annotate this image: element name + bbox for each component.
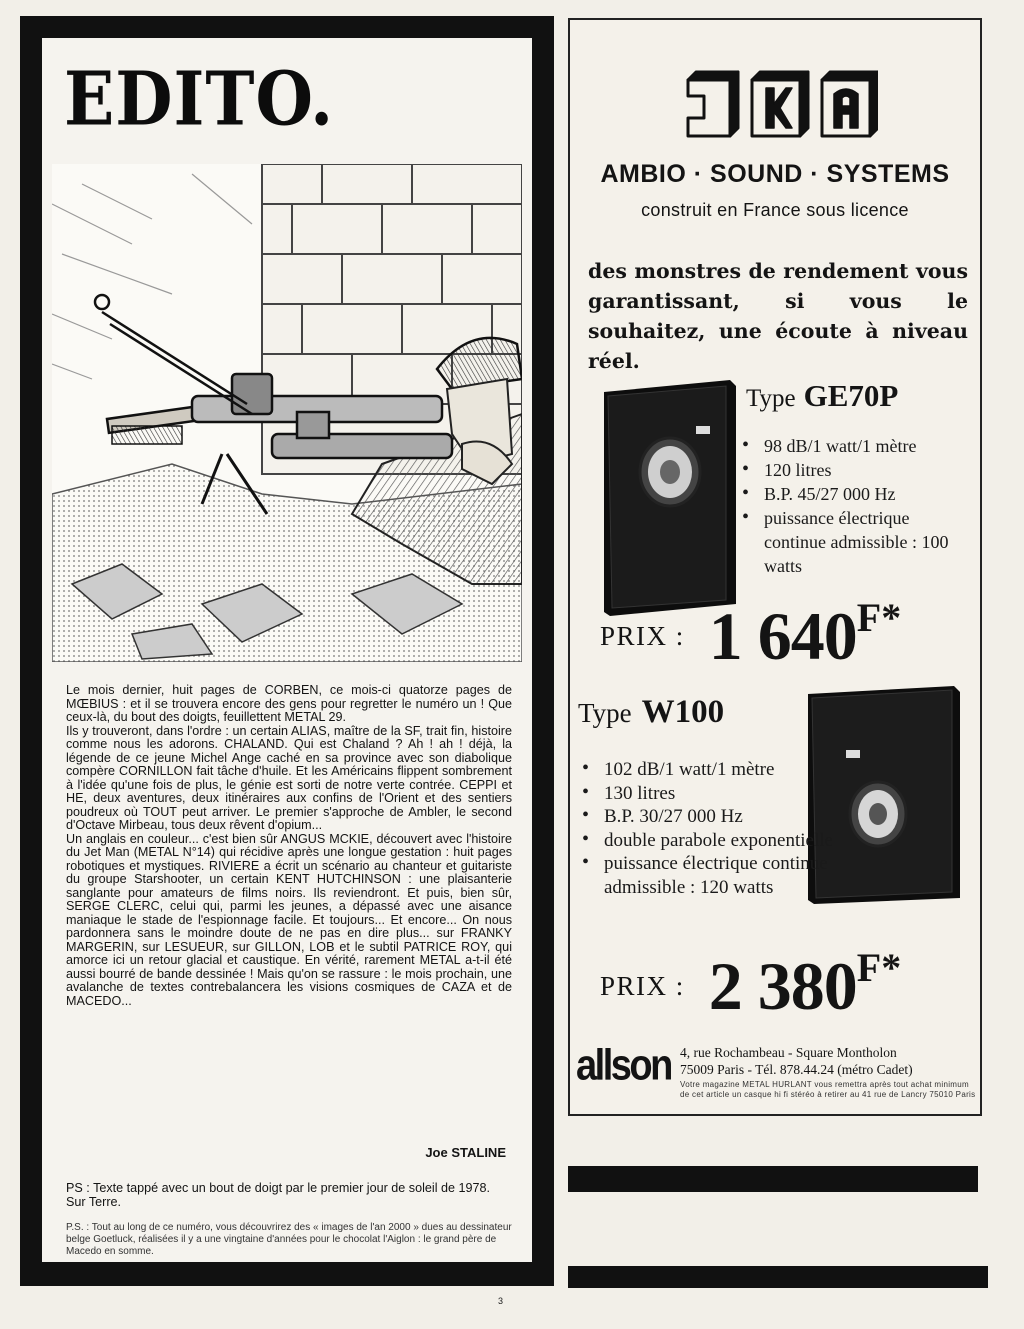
spec-list-w100	[580, 758, 890, 899]
jka-advertisement	[568, 18, 982, 1116]
dealer-fineprint: Votre magazine METAL HURLANT vous remettra après tout achat minimum de cet article un casque hi fi stéréo à retirer au 41 rue de Lancry 75010 Paris	[680, 1080, 976, 1099]
spec-item: • double parabole exponentielle	[580, 829, 890, 853]
model-name: GE70P	[803, 378, 899, 413]
speaker-ge70p-image	[598, 376, 738, 626]
product-type-ge70p	[746, 378, 898, 414]
jka-logo	[678, 60, 878, 161]
price-ge70p	[600, 594, 901, 676]
spec-item: • puissance électrique continue admissible : 120 watts	[580, 852, 890, 899]
spec-item: • 98 dB/1 watt/1 mètre	[740, 434, 970, 458]
edito-postscript-note: P.S. : Tout au long de ce numéro, vous découvrirez des « images de l'an 2000 » dues au dessinateur belge Goetluck, réalisées il y a une vingtaine d'années pour le chocolat l'Aiglon : le grand père de Macedo en somme.	[66, 1222, 512, 1257]
soldier-with-gun-illustration	[52, 164, 522, 662]
edito-postscript: PS : Texte tappé avec un bout de doigt par le premier jour de soleil de 1978. Sur Terre.	[66, 1181, 491, 1209]
spec-item: • 130 litres	[580, 782, 890, 806]
edito-illustration	[52, 164, 522, 662]
allson-logo: allson	[576, 1041, 671, 1090]
price-w100	[600, 944, 901, 1026]
edito-title: EDITO.	[64, 55, 335, 143]
type-label: Type	[746, 385, 796, 412]
model-name: W100	[641, 694, 725, 730]
spec-item: • 120 litres	[740, 458, 970, 482]
product-type-w100	[578, 694, 724, 731]
decorative-black-bar	[568, 1166, 978, 1192]
address-line: 75009 Paris - Tél. 878.44.24 (métro Cadet)	[680, 1062, 913, 1077]
edito-signature: Joe STALINE	[425, 1145, 506, 1160]
price-label: PRIX :	[600, 621, 685, 651]
ad-licence-text: construit en France sous licence	[641, 200, 909, 220]
jka-logo-graphic	[678, 60, 878, 156]
spec-item: • B.P. 45/27 000 Hz	[740, 482, 970, 506]
price-amount: 1 640	[708, 598, 857, 674]
price-amount: 2 380	[708, 948, 857, 1024]
spec-item: • puissance électrique continue admissible : 100 watts	[740, 506, 970, 578]
edito-panel	[42, 38, 532, 1262]
ad-subtitle: AMBIO · SOUND · SYSTEMS	[600, 160, 950, 188]
page-number: 3	[498, 1296, 504, 1306]
spec-list-ge70p	[740, 434, 970, 578]
speaker-icon	[598, 376, 738, 621]
price-label: PRIX :	[600, 971, 685, 1001]
price-unit: F*	[856, 595, 902, 640]
price-unit: F*	[856, 945, 902, 990]
edito-paragraph: Ils y trouveront, dans l'ordre : un certain ALIAS, maître de la SF, trait fin, histoire comme nous les adorons. CHALAND. Qui est Chaland ? Ah ! ah ! déjà, la légende de ce jeune Michel Ange caché en sa province avec son diabolique compère CORNILLON fait tâche d'huile. Et les Américains flippent sombrement à l'idée qu'une fois de plus, le génie est sorti de notre verte contrée. CEPPI et HE, deux aventures, deux itinéraires aux confins de l'Orient et des sentiers poudreux où TOUT peut arriver. Le premier s'approche de Ambler, le second d'Octave Mirbeau, tous deux rêvent d'opium...	[66, 723, 512, 832]
edito-frame	[20, 16, 554, 1286]
edito-paragraph: Un anglais en couleur... c'est bien sûr ANGUS MCKIE, découvert avec l'histoire du Jet Man (METAL N°14) qui récidive après une longue gestation : huit pages robotiques et mystiques. RIVIERE a écrit un scénario au chanteur et guitariste du groupe Starshooter, un certain KENT HUTCHINSON : une plaisanterie sanglante pour amateurs de films noirs. Ils reviendront. Et puis, bien sûr, SERGE CLERC, celui qui, parmi les jeunes, a dépassé avec une aisance maniaque le stade de l'espionnage facile. Et toujours... Et encore... On nous pardonnera sans le moindre doute de ne pas en dire plus... sur FRANKY MARGERIN, sur LESUEUR, sur GILLON, LOB et le subtil PATRICE ROY, qui amorce ici un retour glacial et caustique. En vérité, rarement METAL a-t-il été aussi bourré de bande dessinée ! Mais qu'on se rassure : le mois prochain, une avalanche de textes contrebalancera les visions cosmiques de CAZA et de MACEDO...	[66, 831, 512, 1008]
address-line: 4, rue Rochambeau - Square Montholon	[680, 1045, 897, 1060]
dealer-address	[680, 1044, 974, 1078]
edito-body	[66, 684, 512, 1008]
decorative-black-bar	[568, 1266, 988, 1288]
spec-item: • 102 dB/1 watt/1 mètre	[580, 758, 890, 782]
type-label: Type	[578, 698, 632, 728]
ad-tagline: des monstres de rendement vous garantissant, si vous le souhaitez, une écoute à niveau réel.	[588, 259, 968, 373]
spec-item: • B.P. 30/27 000 Hz	[580, 805, 890, 829]
edito-paragraph: Le mois dernier, huit pages de CORBEN, ce mois-ci quatorze pages de MŒBIUS : et il se trouvera encore des gens pour regretter le numéro un ! Que ceux-là, du bout des doigts, feuillettent METAL 29.	[66, 683, 512, 724]
